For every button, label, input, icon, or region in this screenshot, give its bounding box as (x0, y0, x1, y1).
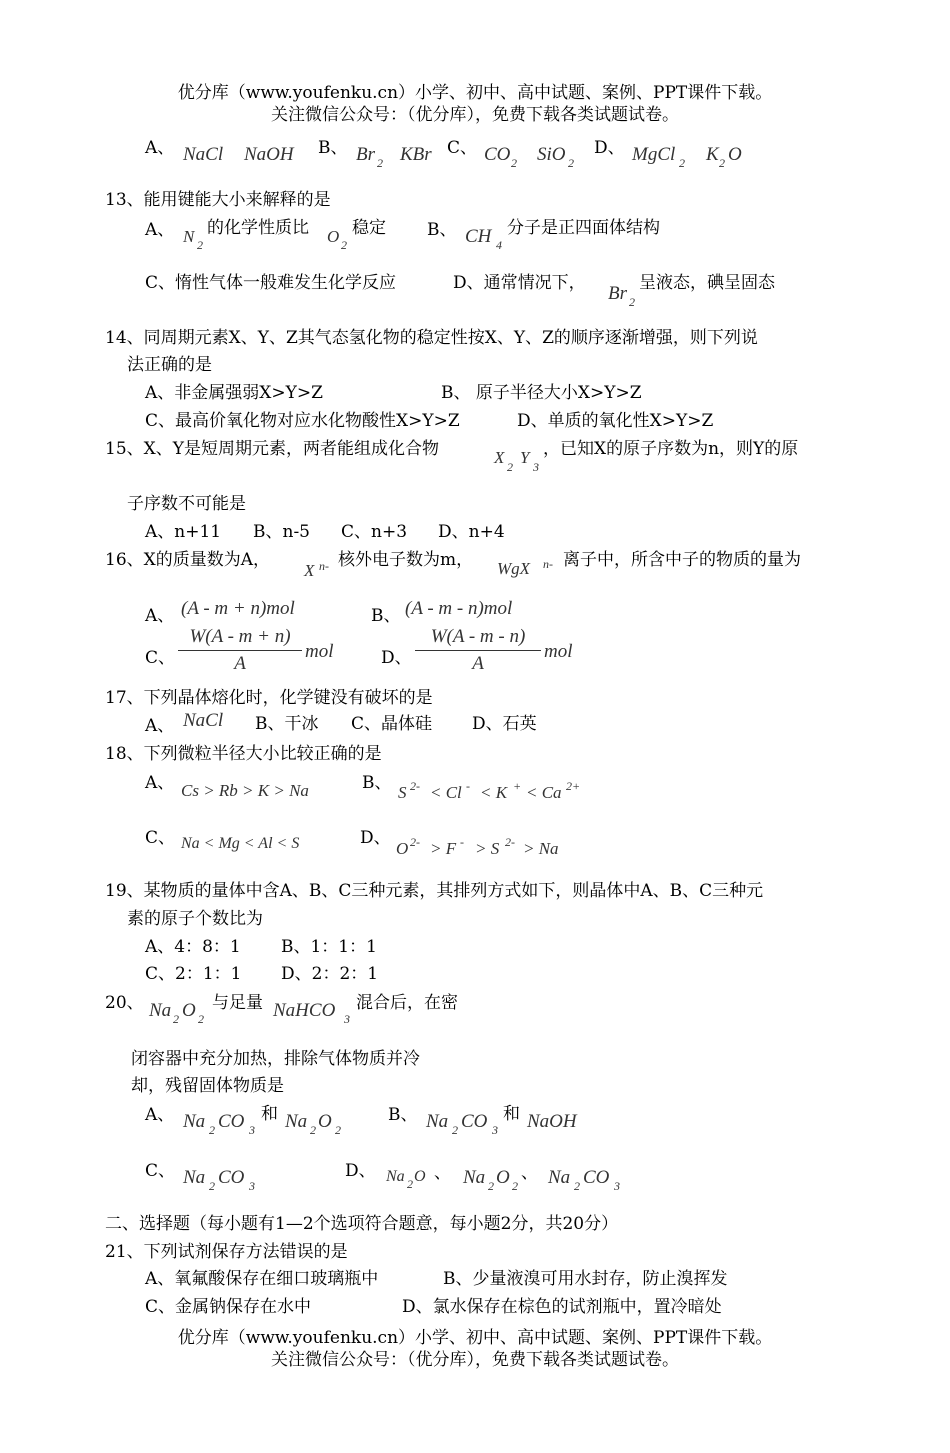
q16-c-denominator: A (234, 653, 246, 674)
q13-b-text: 分子是正四面体结构 (507, 218, 660, 238)
q16-c-label: C、 (145, 648, 176, 668)
q15-option-a: A、n+11 (145, 522, 222, 542)
q20-d-formula-1b: O (414, 1168, 426, 1185)
q20-b-formula-1: Na (426, 1111, 449, 1132)
q13-a-formula-1-sub: 2 (197, 238, 203, 252)
q12-c-formula-1: CO (484, 144, 511, 165)
q16-formula-1: X (304, 561, 315, 580)
q12-a-formula-1: NaCl (183, 144, 224, 165)
q20-b-and: 和 (503, 1104, 520, 1124)
q19-option-b: B、1：1：1 (281, 937, 377, 957)
q12-d-formula-1: MgCl (632, 144, 676, 165)
q13-a-formula-2: O (327, 227, 340, 246)
q18-d-o: O (396, 839, 409, 858)
q18-b-ca: < Ca (526, 783, 562, 802)
q19-option-c: C、2：1：1 (145, 964, 242, 984)
q13-a-formula-2-sub: 2 (341, 238, 347, 252)
q20-b-formula-1-sub-2: 3 (492, 1123, 498, 1137)
q16-d-unit: mol (544, 641, 573, 662)
q20-d-formula-2b: O (496, 1167, 510, 1188)
q13-a-label: A、 (145, 220, 175, 240)
q12-c-formula-2: SiO (537, 144, 566, 165)
q21-stem: 21、下列试剂保存方法错误的是 (105, 1242, 348, 1262)
q18-b-s: S (398, 783, 407, 802)
q20-d-formula-3-sub-1: 2 (574, 1179, 580, 1193)
q20-a-formula-2b: O (318, 1111, 332, 1132)
q12-b-label: B、 (318, 138, 348, 158)
q20-d-formula-2-sub-1: 2 (488, 1179, 494, 1193)
q18-b-ca-sup: 2+ (566, 779, 581, 793)
q20-text-1: 与足量 (212, 993, 263, 1013)
q20-d-formula-1-sub: 2 (407, 1177, 413, 1191)
q14-option-d: D、单质的氧化性X>Y>Z (517, 411, 714, 431)
q16-d-denominator: A (472, 653, 484, 674)
q18-stem: 18、下列微粒半径大小比较正确的是 (105, 744, 382, 764)
q16-d-fraction (415, 626, 541, 675)
q17-stem: 17、下列晶体熔化时，化学键没有破坏的是 (105, 688, 433, 708)
q18-c-label: C、 (145, 828, 176, 848)
q20-d-separator-1: 、 (434, 1163, 451, 1183)
q16-a-formula: (A - m + n)mol (181, 598, 295, 619)
q20-d-formula-3b: CO (583, 1167, 610, 1188)
q12-a-formula-2: NaOH (244, 144, 294, 165)
q20-d-formula-2: Na (463, 1167, 486, 1188)
q12-c-formula-2-sub: 2 (568, 156, 574, 170)
q16-stem-c: 离子中，所含中子的物质的量为 (563, 550, 801, 570)
q21-option-b: B、少量液溴可用水封存，防止溴挥发 (443, 1269, 728, 1289)
q12-d-label: D、 (594, 138, 625, 158)
q12-b-formula-1-sub: 2 (377, 156, 383, 170)
header-line-2: 关注微信公众号：（优分库），免费下载各类试题试卷。 (271, 105, 679, 125)
q16-a-label: A、 (145, 606, 175, 626)
q20-b-formula-1b: CO (461, 1111, 488, 1132)
q20-a-and: 和 (261, 1104, 278, 1124)
q15-option-b: B、n-5 (253, 522, 311, 542)
q17-a-formula: NaCl (183, 710, 224, 731)
q20-formula-2: NaHCO (273, 1000, 336, 1021)
q14-option-a: A、非金属强弱X>Y>Z (145, 383, 323, 403)
q18-d-na: > Na (523, 839, 559, 858)
q14-stem-2: 法正确的是 (127, 355, 212, 375)
q20-formula-1-sub-2: 2 (198, 1012, 204, 1026)
q15-option-d: D、n+4 (438, 522, 505, 542)
q20-a-formula-1-sub-1: 2 (209, 1123, 215, 1137)
q15-formula-x-sub: 2 (507, 460, 513, 474)
q18-d-f: > F (430, 839, 457, 858)
q21-option-d: D、氯水保存在棕色的试剂瓶中，置冷暗处 (402, 1297, 722, 1317)
q21-option-a: A、氧氟酸保存在细口玻璃瓶中 (145, 1269, 379, 1289)
q19-stem-1: 19、某物质的量体中含A、B、C三种元素，其排列方式如下，则晶体中A、B、C三种元 (105, 881, 764, 901)
q12-c-label: C、 (447, 138, 478, 158)
q15-stem-a: 15、X、Y是短周期元素，两者能组成化合物 (105, 439, 439, 459)
q20-a-formula-2: Na (285, 1111, 308, 1132)
q20-b-label: B、 (388, 1105, 418, 1125)
q20-a-formula-2-sub-2: 2 (335, 1123, 341, 1137)
q20-formula-1b: O (182, 1000, 196, 1021)
q13-b-formula-sub: 4 (496, 238, 502, 252)
q18-c-formula: Na < Mg < Al < S (181, 835, 300, 852)
q20-d-formula-1: Na (386, 1168, 405, 1185)
q17-option-d: D、石英 (472, 714, 537, 734)
q16-c-fraction (178, 626, 302, 675)
q13-d-formula: Br (608, 283, 627, 304)
q20-d-formula-3-sub-2: 3 (614, 1179, 620, 1193)
q16-b-formula: (A - m - n)mol (405, 598, 513, 619)
q13-d-label: D、通常情况下， (453, 273, 586, 293)
q12-d-formula-1-sub: 2 (679, 156, 685, 170)
q20-b-formula-2: NaOH (527, 1111, 577, 1132)
q20-c-formula: Na (183, 1167, 206, 1188)
q15-stem-2: 子序数不可能是 (127, 494, 246, 514)
q16-d-numerator: W(A - m - n) (415, 626, 541, 651)
q13-stem: 13、能用键能大小来解释的是 (105, 190, 331, 210)
q20-c-formula-sub-1: 2 (209, 1179, 215, 1193)
q14-option-c: C、最高价氧化物对应水化物酸性X>Y>Z (145, 411, 460, 431)
q20-b-formula-1-sub-1: 2 (452, 1123, 458, 1137)
q18-b-k-sup: + (513, 779, 522, 793)
q13-c: C、惰性气体一般难发生化学反应 (145, 273, 397, 293)
q20-c-label: C、 (145, 1161, 176, 1181)
q15-stem-b: ，已知X的原子序数为n，则Y的原 (543, 439, 799, 459)
q18-b-s-sup: 2- (410, 779, 420, 793)
q20-c-formula-sub-2: 3 (249, 1179, 255, 1193)
q13-d-text: 呈液态，碘呈固态 (639, 273, 775, 293)
q13-a-text-1: 的化学性质比 (207, 218, 309, 238)
q19-option-d: D、2：2：1 (281, 964, 379, 984)
q13-d-formula-sub: 2 (629, 295, 635, 309)
q16-b-label: B、 (371, 606, 401, 626)
q20-a-formula-1: Na (183, 1111, 206, 1132)
q18-d-s: > S (475, 839, 500, 858)
q20-text-2: 混合后，在密 (356, 993, 458, 1013)
q15-formula-x: X (494, 448, 505, 467)
q12-d-formula-2-sub: 2 (719, 156, 725, 170)
q13-b-formula: CH (465, 226, 492, 247)
q20-formula-2-sub: 3 (344, 1012, 350, 1026)
q12-b-formula-2: KBr (400, 144, 432, 165)
q18-a-formula: Cs > Rb > K > Na (181, 781, 309, 800)
q20-number: 20、 (105, 993, 144, 1013)
q12-d-formula-2a: K (706, 144, 719, 165)
q13-b-label: B、 (427, 220, 457, 240)
q12-c-formula-1-sub: 2 (511, 156, 517, 170)
q18-b-cl: < Cl (430, 783, 462, 802)
q20-stem-2: 闭容器中充分加热，排除气体物质并冷 (131, 1049, 420, 1069)
q20-d-formula-2-sub-2: 2 (512, 1179, 518, 1193)
q20-d-label: D、 (345, 1161, 376, 1181)
header-line-1: 优分库（www.youfenku.cn）小学、初中、高中试题、案例、PPT课件下载。 (177, 83, 773, 103)
footer-line-1: 优分库（www.youfenku.cn）小学、初中、高中试题、案例、PPT课件下载。 (177, 1328, 773, 1348)
q18-d-f-sup: - (460, 835, 464, 849)
q17-a-label: A、 (145, 716, 175, 736)
q18-b-label: B、 (362, 773, 392, 793)
q20-formula-1: Na (149, 1000, 172, 1021)
q18-d-s-sup: 2- (505, 835, 515, 849)
q19-option-a: A、4：8：1 (145, 937, 241, 957)
q20-stem-3: 却，残留固体物质是 (131, 1076, 284, 1096)
q17-option-b: B、干冰 (255, 714, 319, 734)
q17-option-c: C、晶体硅 (351, 714, 433, 734)
q14-stem-1: 14、同周期元素X、Y、Z其气态氢化物的稳定性按X、Y、Z的顺序逐渐增强，则下列说 (105, 328, 758, 348)
q18-d-label: D、 (360, 828, 391, 848)
q19-stem-2: 素的原子个数比为 (127, 909, 263, 929)
q13-a-formula-1: N (183, 227, 195, 246)
q20-a-formula-1-sub-2: 3 (249, 1123, 255, 1137)
q16-stem-b: 核外电子数为m， (338, 550, 474, 570)
footer-line-2: 关注微信公众号：（优分库），免费下载各类试题试卷。 (271, 1350, 679, 1370)
q16-c-unit: mol (305, 641, 334, 662)
q18-d-o-sup: 2- (410, 835, 420, 849)
q20-a-formula-2-sub-1: 2 (310, 1123, 316, 1137)
q16-formula-2-sup: n- (543, 557, 553, 571)
q18-b-k: < K (480, 783, 508, 802)
q16-formula-2: WgX (497, 559, 531, 578)
q20-c-formula-b: CO (218, 1167, 245, 1188)
q20-a-formula-1b: CO (218, 1111, 245, 1132)
q15-option-c: C、n+3 (341, 522, 408, 542)
q16-d-label: D、 (381, 648, 412, 668)
q16-stem-a: 16、X的质量数为A， (105, 550, 271, 570)
q20-formula-1-sub-1: 2 (173, 1012, 179, 1026)
q16-formula-1-sup: n- (319, 559, 329, 573)
q14-option-b: B、 原子半径大小X>Y>Z (441, 383, 642, 403)
q20-d-formula-3: Na (548, 1167, 571, 1188)
q13-a-text-2: 稳定 (352, 218, 386, 238)
q16-c-numerator: W(A - m + n) (178, 626, 302, 651)
q12-a-label: A、 (145, 138, 175, 158)
q18-b-cl-sup: - (466, 779, 470, 793)
q18-a-label: A、 (145, 773, 175, 793)
q15-formula-y: Y (520, 448, 530, 467)
q20-d-separator-2: 、 (521, 1163, 538, 1183)
section-2-title: 二、选择题（每小题有1—2个选项符合题意，每小题2分，共20分） (105, 1214, 619, 1234)
q15-formula-y-sub: 3 (533, 460, 539, 474)
q20-a-label: A、 (145, 1105, 175, 1125)
q12-b-formula-1: Br (356, 144, 375, 165)
q21-option-c: C、金属钠保存在水中 (145, 1297, 312, 1317)
q12-d-formula-2b: O (728, 144, 742, 165)
